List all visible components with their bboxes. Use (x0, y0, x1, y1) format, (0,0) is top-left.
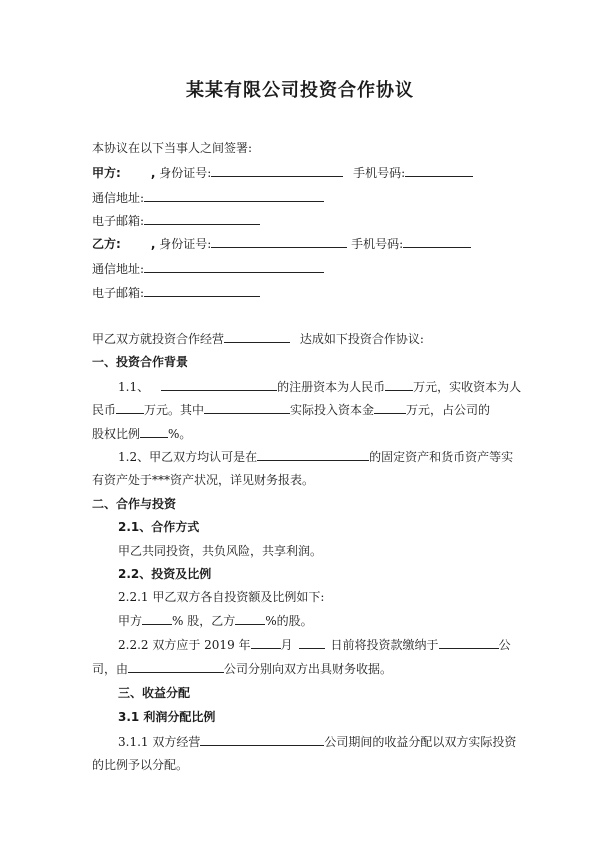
clause-2-2-2-line-1 (118, 636, 511, 653)
clause-1-2-line-1 (118, 448, 513, 465)
equity-ratio-blank[interactable] (140, 425, 168, 438)
ratio-text-c: %的股。 (265, 614, 313, 628)
party-b-email-label: 电子邮箱: (92, 286, 145, 300)
intro-line (92, 140, 252, 156)
party-b-email-line (92, 284, 260, 301)
party-b-id-blank[interactable] (211, 235, 347, 248)
clause-1-1-text-h: 股权比例 (92, 427, 141, 441)
party-a-comma: , (150, 166, 156, 180)
party-b-address-line (92, 260, 324, 277)
day-blank[interactable] (299, 636, 325, 649)
subsection-3-1-heading: 3.1 利润分配比例 (118, 710, 216, 724)
section-3-heading: 三、收益分配 (118, 686, 191, 700)
payee-company-blank[interactable] (439, 636, 499, 649)
clause-3-1-1-line-1 (118, 733, 516, 750)
agreement-text-a: 甲乙双方就投资合作经营 (92, 332, 225, 346)
assets-company-blank[interactable] (257, 448, 369, 461)
section-1-heading: 一、投资合作背景 (92, 355, 189, 369)
ratio-text-a: 甲方 (118, 614, 143, 628)
party-a-address-line (92, 189, 324, 206)
clause-2-2-2-line-2 (92, 660, 392, 677)
party-b-phone-blank[interactable] (403, 235, 471, 248)
clause-1-1-text-g: 万元，占公司的 (406, 403, 491, 417)
document-title: 某某有限公司投资合作协议 (186, 80, 414, 101)
clause-2-2-2-text-c: 日前将投资款缴纳于 (330, 638, 439, 652)
party-a-address-blank[interactable] (144, 189, 324, 202)
subsection-2-1-text: 甲乙共同投资，共负风险，共享利润。 (118, 544, 323, 558)
company-name-blank[interactable] (161, 378, 277, 391)
registered-capital-blank[interactable] (385, 378, 413, 391)
party-b-phone-label: 手机号码: (351, 237, 404, 251)
party-b-id-label: 身份证号: (159, 237, 212, 251)
clause-1-2-line-2: 有资产处于***资产状况，详见财务报表。 (92, 473, 315, 487)
party-b-address-label: 通信地址: (92, 262, 145, 276)
clause-1-1-text-f: 实际投入资本金 (290, 403, 375, 417)
month-blank[interactable] (251, 636, 281, 649)
party-a-label: 甲方: (92, 166, 121, 180)
operating-company-blank[interactable] (200, 733, 324, 746)
party-a-id-label: 身份证号: (159, 166, 212, 180)
clause-2-2-1: 2.2.1 甲乙双方各自投资额及比例如下: (118, 590, 325, 604)
agreement-line (92, 330, 424, 347)
clause-1-1-line-1 (118, 378, 521, 395)
ratio-text-b: % 股，乙方 (172, 614, 236, 628)
clause-1-1-text-e: 万元。其中 (144, 403, 205, 417)
clause-1-1-line-3 (92, 425, 191, 442)
section-2-heading: 二、合作与投资 (92, 497, 177, 511)
party-a-line (92, 164, 473, 181)
clause-1-1-number: 1.1、 (118, 380, 150, 394)
clause-1-2-text-a: 1.2、甲乙双方均认可是在 (118, 450, 258, 464)
party-b-comma: , (150, 237, 156, 251)
party-b-ratio-blank[interactable] (235, 612, 265, 625)
clause-1-1-line-2 (92, 401, 490, 418)
invested-capital-blank[interactable] (374, 401, 406, 414)
clause-1-1-text-d: 民币 (92, 403, 117, 417)
paid-capital-blank[interactable] (116, 401, 144, 414)
party-a-ratio-blank[interactable] (142, 612, 172, 625)
clause-2-2-2-text-b: 月 (280, 638, 293, 652)
clause-3-1-1-text-b: 公司期间的收益分配以双方实际投资 (324, 735, 517, 749)
business-blank[interactable] (224, 330, 290, 343)
party-a-phone-blank[interactable] (405, 164, 473, 177)
subsection-2-2-heading: 2.2、投资及比例 (118, 567, 212, 581)
party-a-phone-label: 手机号码: (353, 166, 406, 180)
clause-2-2-2-text-f: 公司分别向双方出具财务收据。 (224, 662, 393, 676)
party-b-label: 乙方: (92, 237, 121, 251)
party-b-address-blank[interactable] (144, 260, 324, 273)
party-a-address-label: 通信地址: (92, 191, 145, 205)
party-a-email-blank[interactable] (144, 212, 260, 225)
clause-2-2-2-text-d: 公 (498, 638, 511, 652)
clause-1-1-text-b: 的注册资本为人民币 (277, 380, 386, 394)
clause-1-2-text-b: 的固定资产和货币资产等实 (369, 450, 514, 464)
subsection-2-1-heading: 2.1、合作方式 (118, 520, 200, 534)
party-a-email-line (92, 212, 260, 229)
clause-3-1-1-text-a: 3.1.1 双方经营 (118, 735, 201, 749)
investor-name-blank[interactable] (204, 401, 290, 414)
clause-2-2-2-text-a: 2.2.2 双方应于 2019 年 (118, 638, 251, 652)
party-b-line (92, 235, 471, 252)
ratio-line (118, 612, 313, 629)
intro-text: 本协议在以下当事人之间签署: (92, 141, 253, 155)
party-a-id-blank[interactable] (211, 164, 343, 177)
clause-2-2-2-text-e: 司，由 (92, 662, 129, 676)
clause-1-1-text-i: %。 (168, 427, 192, 441)
party-a-email-label: 电子邮箱: (92, 214, 145, 228)
clause-3-1-1-line-2: 的比例予以分配。 (92, 758, 189, 772)
clause-1-1-text-c: 万元，实收资本为人 (413, 380, 522, 394)
agreement-text-b: 达成如下投资合作协议: (299, 332, 424, 346)
receipt-company-blank[interactable] (128, 660, 224, 673)
party-b-email-blank[interactable] (144, 284, 260, 297)
